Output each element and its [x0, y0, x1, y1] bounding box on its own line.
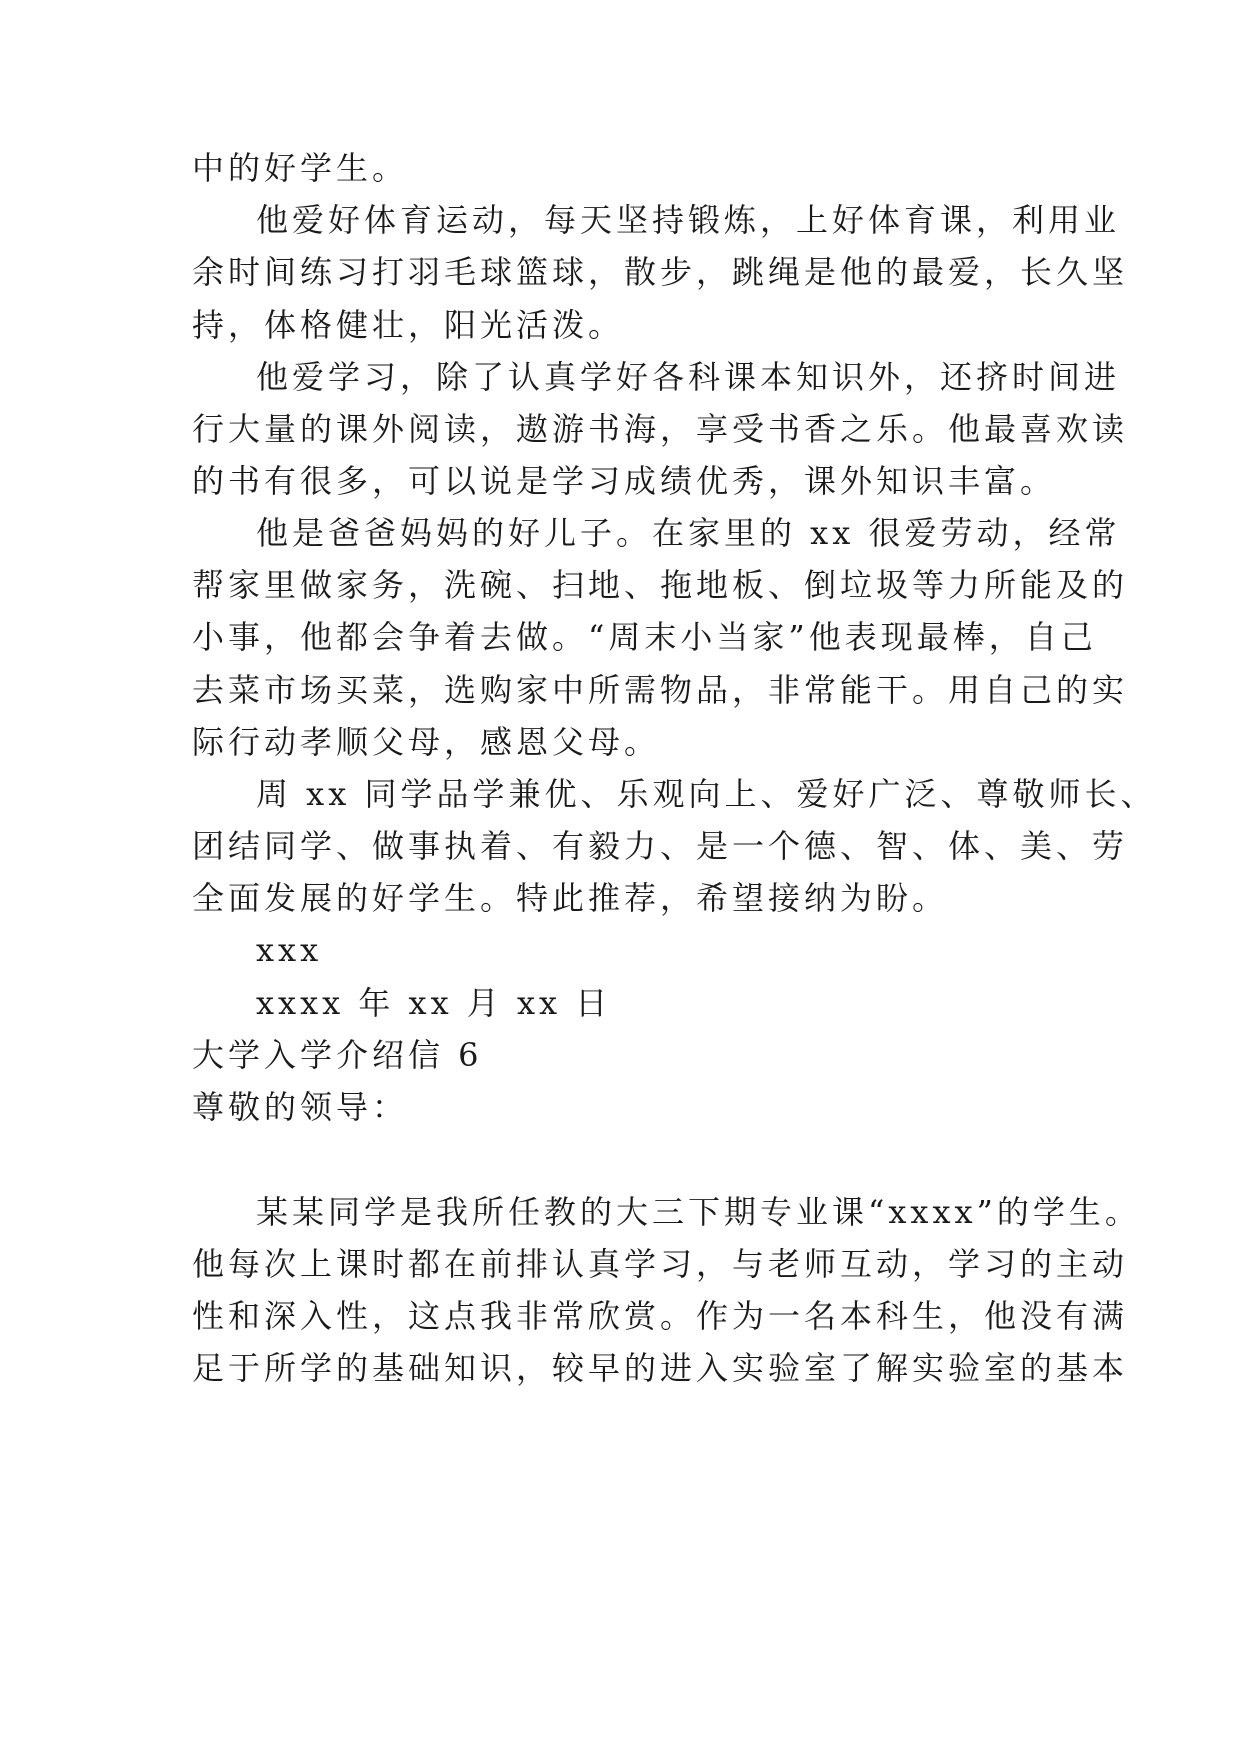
signature-name: xxx [256, 931, 323, 969]
text-line: 团结同学、做事执着、有毅力、是一个德、智、体、美、劳 [192, 827, 1129, 865]
text-line: 际行动孝顺父母，感恩父母。 [192, 723, 661, 761]
text-line: 足于所学的基础知识，较早的进入实验室了解实验室的基本 [192, 1349, 1129, 1387]
text-line: 去菜市场买菜，选购家中所需物品，非常能干。用自己的实 [192, 671, 1129, 709]
paragraph-start-line: 他爱好体育运动，每天坚持锻炼，上好体育课，利用业 [256, 201, 1121, 239]
text-line: 的书有很多，可以说是学习成绩优秀，课外知识丰富。 [192, 462, 1057, 500]
paragraph-start-line: 周 xx 同学品学兼优、乐观向上、爱好广泛、尊敬师长、 [256, 775, 1157, 813]
text-line: 帮家里做家务，洗碗、扫地、拖地板、倒垃圾等力所能及的 [192, 566, 1129, 604]
paragraph-start-line: 他是爸爸妈妈的好儿子。在家里的 xx 很爱劳动，经常 [256, 514, 1121, 552]
text-line: 中的好学生。 [192, 149, 409, 187]
text-line: 全面发展的好学生。特此推荐，希望接纳为盼。 [192, 879, 949, 917]
text-line: 余时间练习打羽毛球篮球，散步，跳绳是他的最爱，长久坚 [192, 253, 1129, 291]
section-heading: 大学入学介绍信 6 [192, 1036, 483, 1074]
paragraph-start-line: 他爱学习，除了认真学好各科课本知识外，还挤时间进 [256, 358, 1121, 396]
text-line: 小事，他都会争着去做。“周末小当家”他表现最棒，自己 [192, 618, 1097, 656]
paragraph-start-line: 某某同学是我所任教的大三下期专业课“xxxx”的学生。 [256, 1193, 1141, 1231]
text-line: 他每次上课时都在前排认真学习，与老师互动，学习的主动 [192, 1245, 1129, 1283]
text-line: 行大量的课外阅读，遨游书海，享受书香之乐。他最喜欢读 [192, 410, 1129, 448]
salutation: 尊敬的领导： [192, 1088, 409, 1126]
text-line: 性和深入性，这点我非常欣赏。作为一名本科生，他没有满 [192, 1297, 1129, 1335]
text-line: 持，体格健壮，阳光活泼。 [192, 306, 625, 344]
signature-date: xxxx 年 xx 月 xx 日 [256, 984, 612, 1022]
